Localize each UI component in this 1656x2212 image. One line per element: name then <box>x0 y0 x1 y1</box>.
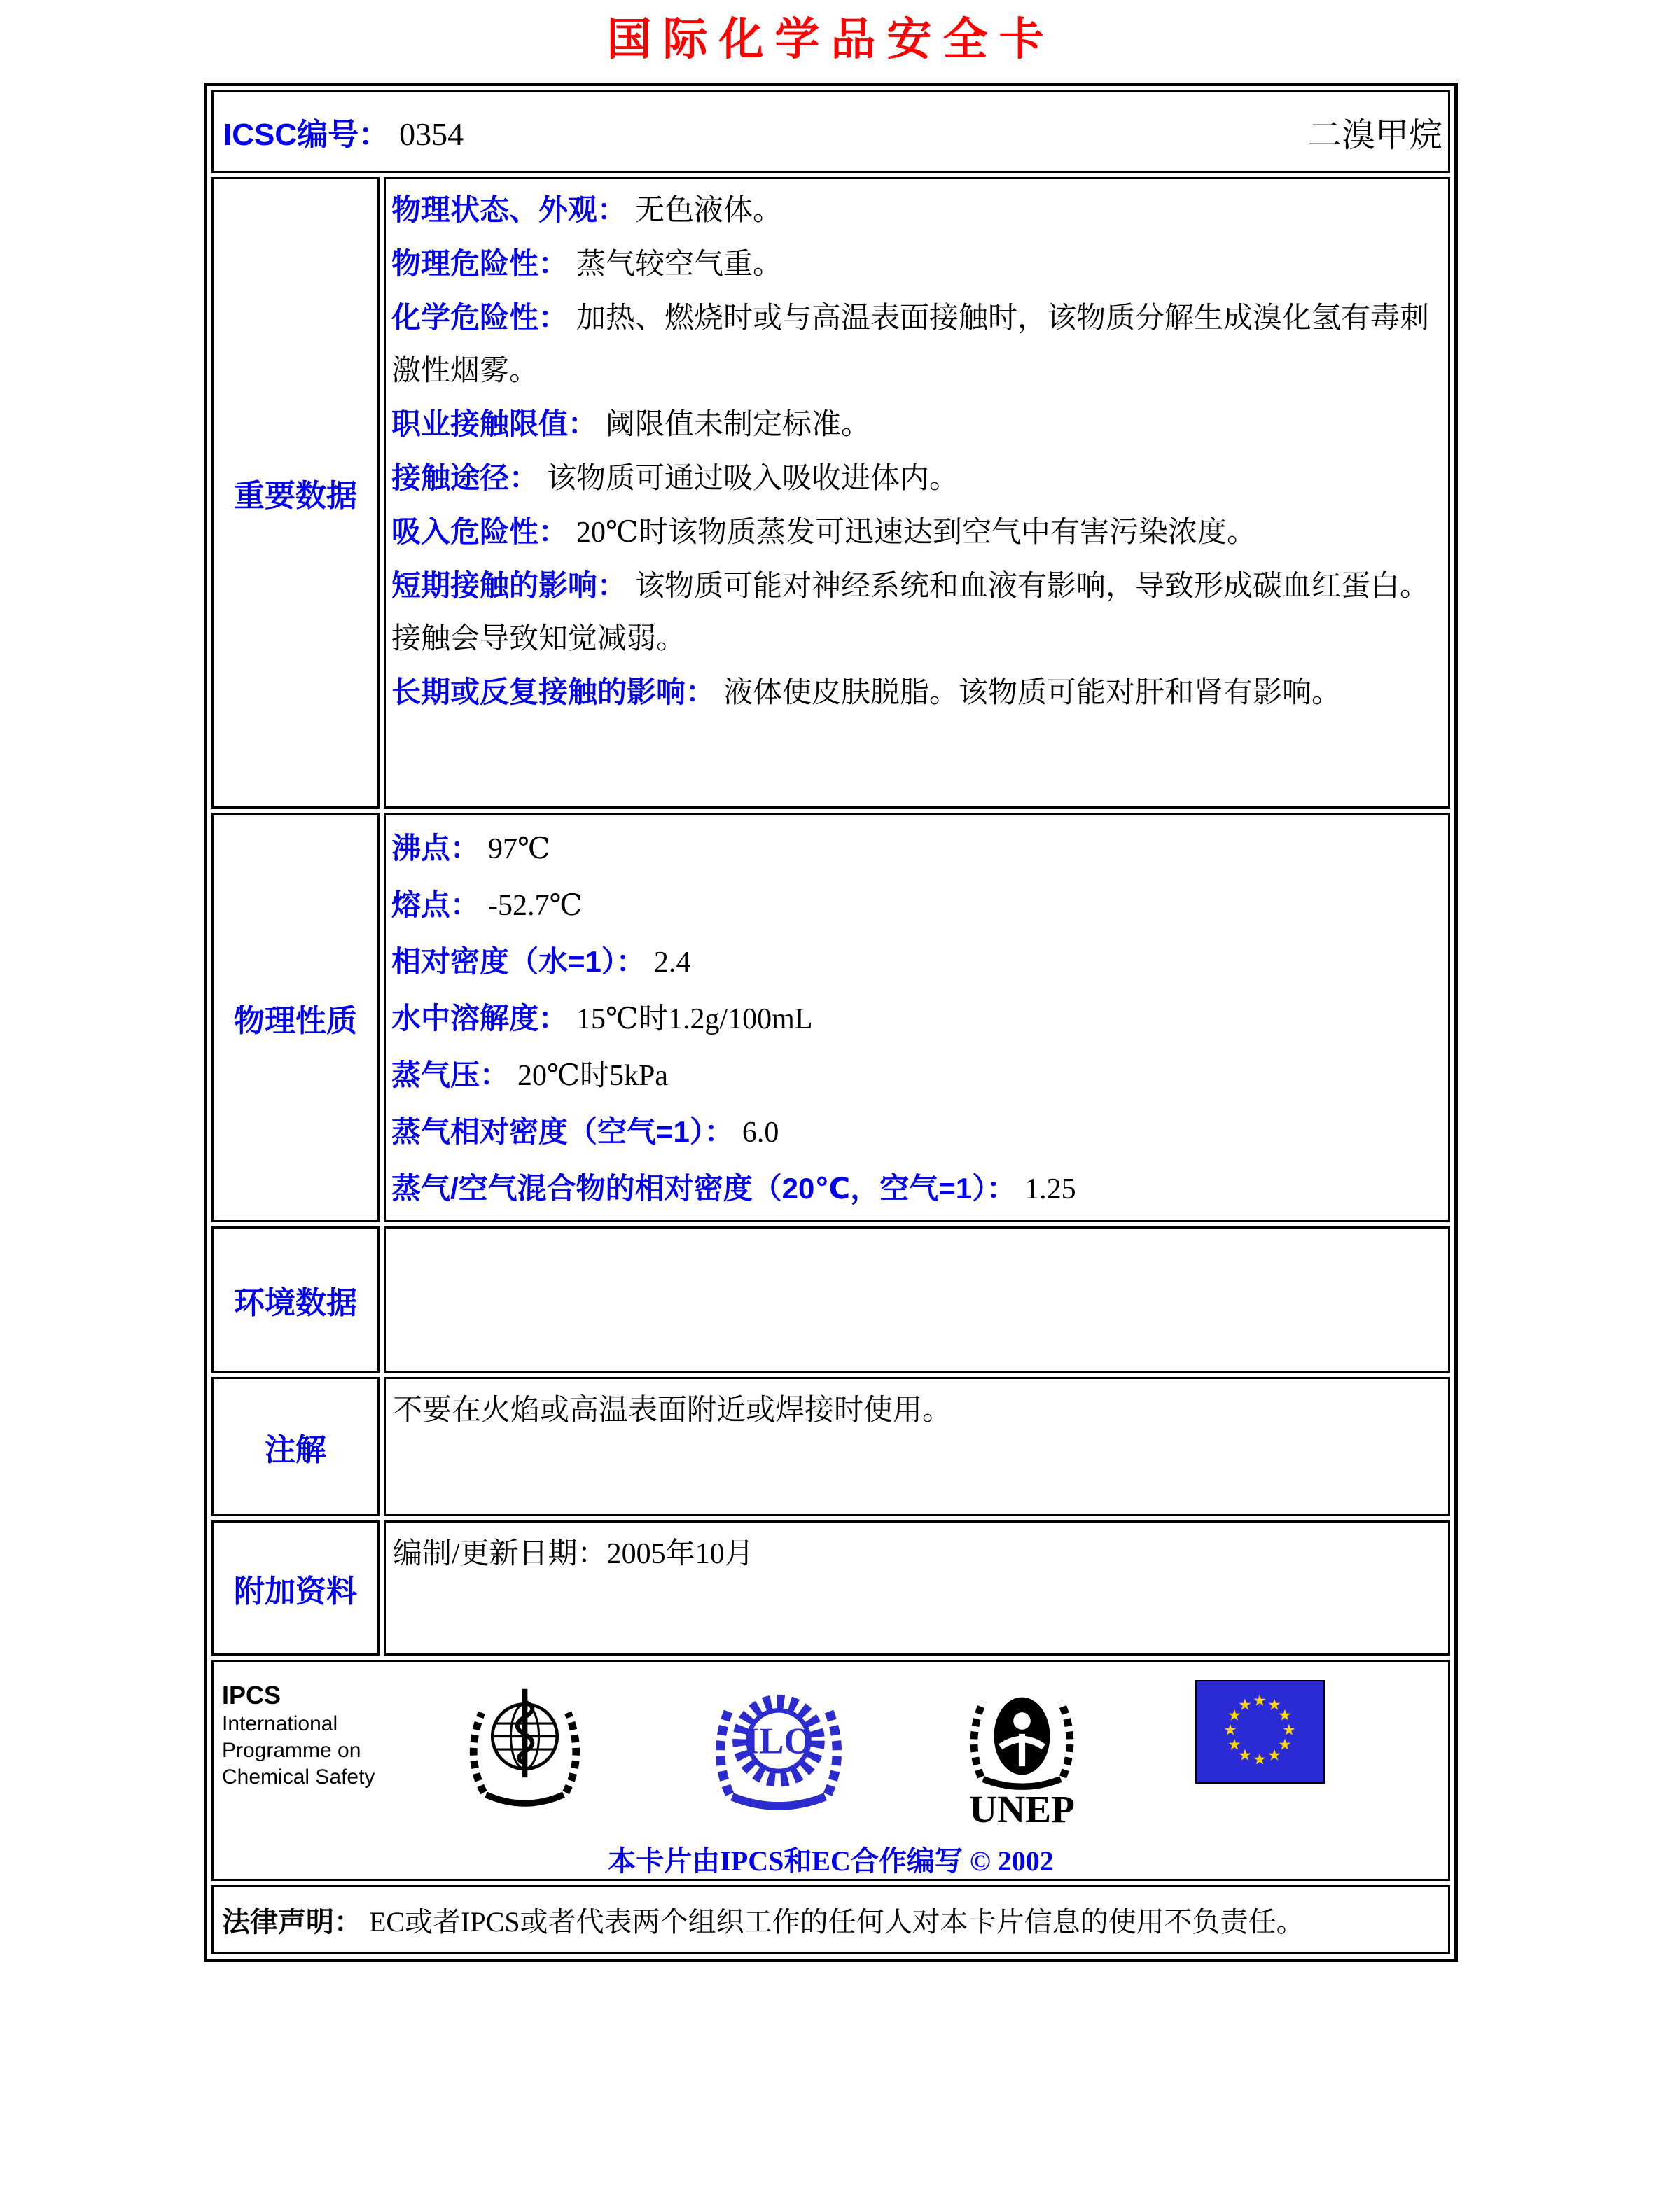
environmental-data-row <box>211 1226 1450 1373</box>
logos-cell <box>211 1660 1450 1881</box>
data-line: 化学危险性： 加热、燃烧时或与高温表面接触时，该物质分解生成溴化氢有毒刺激性烟雾。 <box>391 301 1430 387</box>
data-line: 熔点： -52.7℃ <box>391 888 583 922</box>
eu-star: ★ <box>1238 1696 1252 1714</box>
section-title-environmental-data: 环境数据 <box>211 1226 380 1373</box>
legal-notice-cell <box>211 1885 1450 1954</box>
data-line: 物理状态、外观： 无色液体。 <box>391 193 783 227</box>
data-line: 长期或反复接触的影响： 液体使皮肤脱脂。该物质可能对肝和肾有影响。 <box>391 676 1342 709</box>
legal-notice-text: EC或者IPCS或者代表两个组织工作的任何人对本卡片信息的使用不负责任。 <box>369 1906 1304 1938</box>
header-cell <box>211 90 1450 173</box>
data-line: 相对密度（水=1）： 2.4 <box>391 945 691 979</box>
ipcs-line: International <box>222 1712 338 1735</box>
legal-notice-row <box>211 1885 1450 1954</box>
data-line: 沸点： 97℃ <box>391 832 550 865</box>
physical-properties-row <box>211 813 1450 1222</box>
eu-star: ★ <box>1227 1736 1241 1754</box>
legal-notice-label: 法律声明： <box>222 1907 362 1938</box>
additional-info-row <box>211 1520 1450 1656</box>
data-line: 短期接触的影响： 该物质可能对神经系统和血液有影响，导致形成碳血红蛋白。接触会导致知觉减弱。 <box>391 569 1430 655</box>
eu-star: ★ <box>1267 1746 1281 1765</box>
update-date-label: 编制/更新日期： <box>393 1538 607 1570</box>
ilo-letters: ILO <box>744 1719 813 1762</box>
additional-info-content <box>384 1520 1450 1656</box>
page-title: 国际化学品安全卡 <box>606 14 1055 64</box>
ipcs-line: Chemical Safety <box>222 1765 375 1788</box>
data-line: 蒸气相对密度（空气=1）： 6.0 <box>391 1115 779 1149</box>
icsc-number-value: 0354 <box>399 116 464 152</box>
safety-card-table <box>204 83 1458 1962</box>
ipcs-acronym: IPCS <box>222 1681 281 1709</box>
eu-star: ★ <box>1223 1721 1237 1740</box>
cooperation-caption: 本卡片由IPCS和EC合作编写 © 2002 <box>608 1845 1054 1877</box>
chemical-name: 二溴甲烷 <box>1307 116 1442 154</box>
data-line: 蒸气压： 20℃时5kPa <box>391 1058 668 1092</box>
data-line: 接触途径： 该物质可通过吸入吸收进体内。 <box>391 461 959 495</box>
section-title-physical-properties: 物理性质 <box>211 813 380 1222</box>
data-line: 物理危险性： 蒸气较空气重。 <box>391 247 783 281</box>
notes-content: 不要在火焰或高温表面附近或焊接时使用。 <box>384 1377 1450 1516</box>
ilo-logo-icon <box>709 1680 849 1823</box>
data-line: 职业接触限值： 阈限值未制定标准。 <box>391 407 871 441</box>
eu-star: ★ <box>1278 1736 1292 1754</box>
section-title-important-data: 重要数据 <box>211 177 380 808</box>
icsc-number-label: ICSC编号： <box>223 118 390 152</box>
eu-star: ★ <box>1278 1707 1292 1725</box>
unep-logo-icon <box>957 1680 1087 1837</box>
ipcs-line: Programme on <box>222 1739 361 1762</box>
update-date-value: 2005年10月 <box>606 1538 754 1570</box>
environmental-data-content <box>384 1226 1450 1373</box>
icsc-number-group <box>223 109 464 154</box>
important-data-row <box>211 177 1450 808</box>
data-line: 吸入危险性： 20℃时该物质蒸发可迅速达到空气中有害污染浓度。 <box>391 515 1257 549</box>
eu-star: ★ <box>1282 1721 1296 1740</box>
ipcs-text-block <box>222 1680 390 1791</box>
important-data-content <box>384 177 1450 808</box>
physical-properties-content <box>384 813 1450 1222</box>
eu-star: ★ <box>1253 1751 1267 1769</box>
section-title-notes: 注解 <box>211 1377 380 1516</box>
eu-flag-icon <box>1195 1680 1325 1787</box>
notes-row <box>211 1377 1450 1516</box>
unep-label: UNEP <box>969 1788 1075 1831</box>
section-title-additional-info: 附加资料 <box>211 1520 380 1656</box>
who-logo-icon <box>460 1680 590 1820</box>
eu-star: ★ <box>1238 1746 1252 1765</box>
data-line: 蒸气/空气混合物的相对密度（20℃，空气=1）： 1.25 <box>391 1172 1076 1205</box>
eu-star: ★ <box>1227 1707 1241 1725</box>
header-row <box>211 90 1450 173</box>
data-line: 水中溶解度： 15℃时1.2g/100mL <box>391 1002 813 1035</box>
eu-star: ★ <box>1267 1696 1281 1714</box>
eu-star: ★ <box>1253 1692 1267 1710</box>
logos-row <box>211 1660 1450 1881</box>
